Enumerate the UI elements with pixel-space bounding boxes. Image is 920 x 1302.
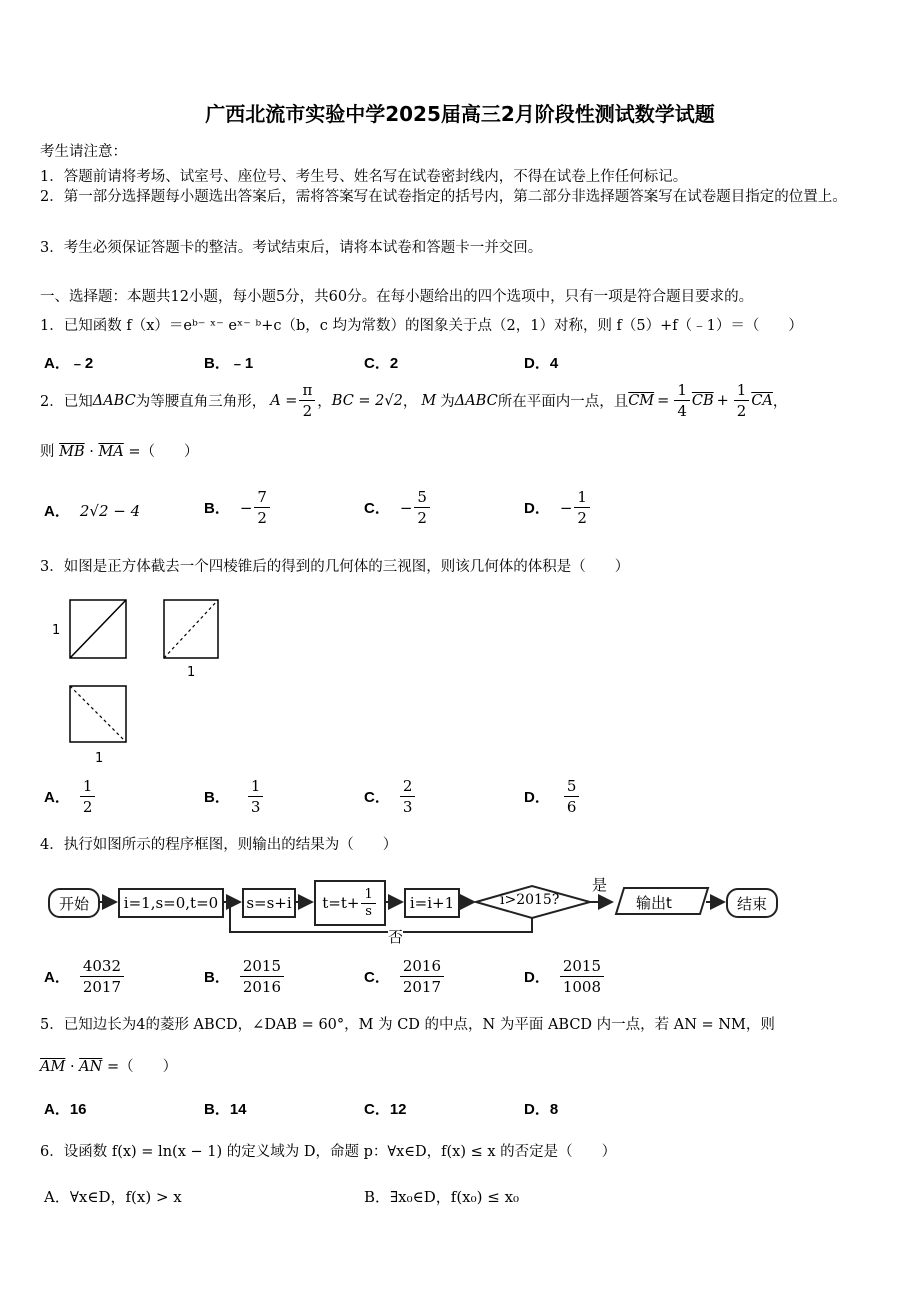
flow-init: i=1,s=0,t=0 xyxy=(118,888,224,918)
t-step-fraction xyxy=(361,887,375,920)
question-3-stem: 3．如图是正方体截去一个四棱锥后的得到的几何体的三视图，则该几何体的体积是（ ） xyxy=(40,559,630,575)
q1-option-d[interactable]: D．4 xyxy=(524,355,559,372)
frac-num: 1 xyxy=(80,776,96,797)
question-1-stem: 1．已知函数 f（x）＝eᵇ⁻ ˣ⁻ eˣ⁻ ᵇ+c（b，c 均为常数）的图象关于点（2，1）对称，则 f（5）+f（﹣1）＝（ ） xyxy=(40,318,803,334)
flow-t-step xyxy=(314,880,386,926)
three-view-figure xyxy=(40,590,240,770)
q2-vector-ma: $\overline{MA}$ xyxy=(98,444,124,460)
q4-option-b[interactable] xyxy=(204,956,286,997)
q3-option-a[interactable] xyxy=(44,776,97,817)
side-view-label: 1 xyxy=(187,665,196,680)
frac-num: 5 xyxy=(414,487,430,508)
q1-option-a[interactable]: A．﹣2 xyxy=(44,355,94,372)
q5-option-b[interactable]: B．14 xyxy=(204,1101,247,1118)
flow-condition: i>2015? xyxy=(500,892,560,908)
frac-num: 2016 xyxy=(400,956,444,977)
option-label: B． xyxy=(204,500,230,517)
frac-den: 6 xyxy=(566,798,577,816)
q2-text: ， xyxy=(317,394,332,410)
question-5-line-2 xyxy=(40,1055,177,1076)
frac-num: 1 xyxy=(248,776,264,797)
q3-option-d[interactable] xyxy=(524,776,581,817)
q5-option-d[interactable]: D．8 xyxy=(524,1101,559,1118)
frac-den: 1008 xyxy=(562,978,602,996)
q2-equals: = xyxy=(657,392,670,409)
q2-text: 2．已知 xyxy=(40,394,93,410)
option-fraction xyxy=(414,487,430,528)
q2-angle-a: A = xyxy=(270,392,298,409)
q2-fraction-1-4 xyxy=(674,380,690,421)
q5-vector-am: $\overline{AM}$ xyxy=(40,1059,66,1075)
option-label: A． xyxy=(44,789,70,806)
option-sign: − xyxy=(559,498,573,517)
option-label: B． xyxy=(204,789,230,806)
question-2-line-2 xyxy=(40,440,199,461)
q2-vector-mb: $\overline{MB}$ xyxy=(59,444,85,460)
question-2-stem xyxy=(40,380,787,421)
flow-no-label: 否 xyxy=(388,928,404,946)
q6-option-b[interactable]: B．∃x₀∈D，f(x₀) ≤ x₀ xyxy=(364,1188,520,1206)
frac-num: 2015 xyxy=(240,956,284,977)
q2-vector-cb: $\overline{CB}$ xyxy=(691,392,714,409)
question-6-stem: 6．设函数 f(x) = ln(x − 1) 的定义域为 D，命题 p：∀x∈D，f(x) ≤ x 的否定是（ ） xyxy=(40,1144,617,1160)
option-label: C． xyxy=(364,500,390,517)
q2-frac-den: 4 xyxy=(677,402,687,420)
frac-den: 2 xyxy=(577,509,587,527)
q5-text: =（ ） xyxy=(106,1059,178,1075)
option-label: C． xyxy=(364,969,390,986)
flow-i-step: i=i+1 xyxy=(404,888,460,918)
frac-den: s xyxy=(365,903,372,919)
q2-option-d[interactable] xyxy=(524,487,592,528)
q2-option-c[interactable] xyxy=(364,487,432,528)
notice-heading: 考生请注意： xyxy=(40,144,127,160)
q2-frac-num: π xyxy=(299,380,315,401)
frac-num: 7 xyxy=(254,487,270,508)
q4-option-d[interactable] xyxy=(524,956,606,997)
t-step-text: t=t+ xyxy=(322,894,360,912)
option-fraction xyxy=(80,776,96,817)
q2-text: ， xyxy=(402,394,418,410)
q4-option-a[interactable] xyxy=(44,956,126,997)
option-fraction xyxy=(248,776,264,817)
frac-num: 1 xyxy=(361,887,375,904)
notice-item-3: 3．考生必须保证答题卡的整洁。考试结束后，请将本试卷和答题卡一并交回。 xyxy=(40,240,543,256)
option-fraction xyxy=(574,487,590,528)
flowchart xyxy=(40,870,780,945)
q2-vector-ca: $\overline{CA}$ xyxy=(751,392,773,409)
q2-vector-cm: $\overline{CM}$ xyxy=(628,392,655,409)
option-fraction xyxy=(400,776,416,817)
question-5-stem: 5．已知边长为4的菱形 ABCD，∠DAB = 60°，M 为 CD 的中点，N 为平面 ABCD 内一点，若 AN = NM，则 xyxy=(40,1017,775,1033)
q2-text: 为等腰直角三角形， xyxy=(135,394,267,410)
option-fraction xyxy=(254,487,270,528)
q5-option-a[interactable]: A．16 xyxy=(44,1101,87,1118)
q2-dot: · xyxy=(89,444,94,460)
front-view-label: 1 xyxy=(52,623,61,638)
q5-dot: · xyxy=(69,1059,75,1075)
frac-den: 3 xyxy=(250,798,261,816)
q3-option-c[interactable] xyxy=(364,776,417,817)
q6-option-a[interactable]: A．∀x∈D，f(x) > x xyxy=(44,1188,182,1206)
option-label: D． xyxy=(524,969,550,986)
q2-bc-length: BC = 2√2 xyxy=(331,392,403,409)
frac-den: 2 xyxy=(257,509,267,527)
option-label: A． xyxy=(44,969,70,986)
q2-text: 为 xyxy=(440,394,455,410)
q2-fraction-1-2 xyxy=(734,380,750,421)
flow-yes-label: 是 xyxy=(592,876,608,894)
q2-point-m: M xyxy=(421,392,437,409)
notice-item-2: 2．第一部分选择题每小题选出答案后，需将答案写在试卷指定的括号内，第二部分非选择题答案写在试卷题目指定的位置上。 xyxy=(40,189,847,205)
frac-num: 4032 xyxy=(80,956,124,977)
frac-den: 2017 xyxy=(402,978,442,996)
option-value: 2√2 − 4 xyxy=(79,502,141,520)
option-label: B． xyxy=(204,969,230,986)
q2-option-a[interactable] xyxy=(44,500,140,521)
q3-option-b[interactable] xyxy=(204,776,265,817)
frac-den: 2017 xyxy=(82,978,122,996)
q2-triangle: ΔABC xyxy=(92,392,136,409)
side-view-dashed-diagonal xyxy=(164,600,218,658)
top-view-dashed-diagonal xyxy=(70,686,126,742)
q2-text: ， xyxy=(772,394,788,410)
q2-text: 则 xyxy=(40,444,55,460)
q2-frac-num: 1 xyxy=(734,380,750,401)
q5-option-c[interactable]: C．12 xyxy=(364,1101,407,1118)
q1-option-c[interactable]: C．2 xyxy=(364,355,399,372)
flow-output: 输出t xyxy=(636,894,672,912)
q2-text: =（ ） xyxy=(128,444,199,460)
q2-text: 所在平面内一点，且 xyxy=(497,394,629,410)
option-fraction xyxy=(564,776,580,817)
question-4-stem: 4．执行如图所示的程序框图，则输出的结果为（ ） xyxy=(40,837,398,853)
frac-num: 2 xyxy=(400,776,416,797)
option-fraction xyxy=(240,956,284,997)
frac-den: 2016 xyxy=(242,978,282,996)
flow-start: 开始 xyxy=(48,888,100,918)
frac-num: 5 xyxy=(564,776,580,797)
frac-den: 3 xyxy=(402,798,413,816)
q5-vector-an: $\overline{AN}$ xyxy=(79,1059,103,1075)
option-fraction xyxy=(560,956,604,997)
option-label: A． xyxy=(44,503,70,520)
q2-fraction-pi-2 xyxy=(299,380,315,421)
front-view-diagonal xyxy=(70,600,126,658)
q2-frac-den: 2 xyxy=(302,402,313,420)
flow-end: 结束 xyxy=(726,888,778,918)
option-label: D． xyxy=(524,789,550,806)
page-title: 广西北流市实验中学2025届高三2月阶段性测试数学试题 xyxy=(205,102,715,126)
notice-item-1: 1．答题前请将考场、试室号、座位号、考生号、姓名写在试卷密封线内，不得在试卷上作任何标记。 xyxy=(40,169,688,185)
flow-s-step: s=s+i xyxy=(242,888,296,918)
option-sign: − xyxy=(239,498,253,517)
frac-den: 2 xyxy=(417,509,427,527)
frac-num: 1 xyxy=(574,487,590,508)
q2-plus: + xyxy=(716,392,729,409)
q1-option-b[interactable]: B．﹣1 xyxy=(204,355,254,372)
frac-num: 2015 xyxy=(560,956,604,977)
q2-frac-num: 1 xyxy=(674,380,690,401)
section-heading: 一、选择题：本题共12小题，每小题5分，共60分。在每小题给出的四个选项中，只有一项是符合题目要求的。 xyxy=(40,289,754,305)
q4-option-c[interactable] xyxy=(364,956,446,997)
option-label: D． xyxy=(524,500,550,517)
q2-option-b[interactable] xyxy=(204,487,272,528)
q2-frac-den: 2 xyxy=(736,402,747,420)
option-sign: − xyxy=(399,498,413,517)
top-view-label: 1 xyxy=(95,751,104,766)
option-label: C． xyxy=(364,789,390,806)
q2-triangle: ΔABC xyxy=(454,392,498,409)
frac-den: 2 xyxy=(82,798,93,816)
option-fraction xyxy=(80,956,124,997)
option-fraction xyxy=(400,956,444,997)
